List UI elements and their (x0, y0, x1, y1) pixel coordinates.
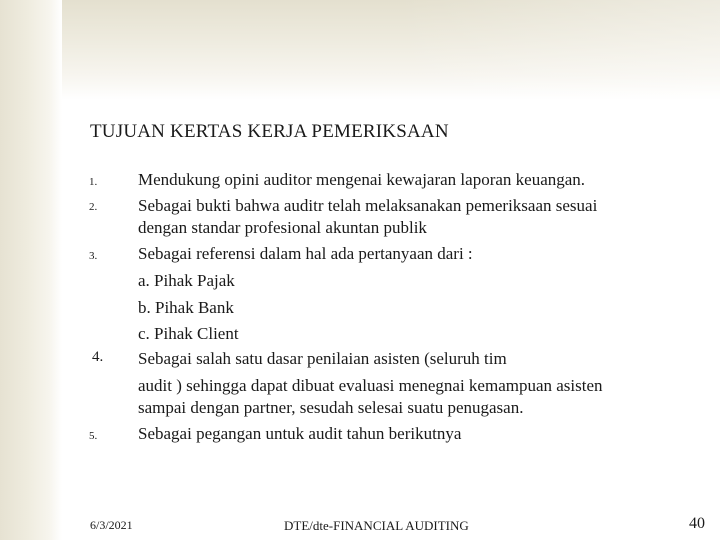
slide-title: TUJUAN KERTAS KERJA PEMERIKSAAN (90, 121, 449, 142)
list-number: 5. (89, 430, 98, 442)
page-number: 40 (689, 515, 705, 532)
list-item-text: Sebagai pegangan untuk audit tahun berikutnya (138, 424, 462, 443)
list-number: 3. (89, 250, 98, 262)
list-item-text: Sebagai bukti bahwa auditr telah melaksanakan pemeriksaan sesuai (138, 196, 598, 215)
footer-course-label: DTE/dte-FINANCIAL AUDITING (284, 518, 469, 533)
list-item-text: b. Pihak Bank (138, 298, 234, 317)
list-item-text: sampai dengan partner, sesudah selesai suatu penugasan. (138, 398, 524, 417)
list-item-text: Sebagai referensi dalam hal ada pertanyaan dari : (138, 244, 473, 263)
list-number: 4. (92, 349, 104, 365)
list-item-text: Mendukung opini auditor mengenai kewajaran laporan keuangan. (138, 170, 586, 189)
list-number: 2. (89, 201, 98, 213)
list-item-text: a. Pihak Pajak (138, 271, 235, 290)
list-item-text: dengan standar profesional akuntan publik (138, 218, 427, 237)
list-item-text: audit ) sehingga dapat dibuat evaluasi menegnai kemampuan asisten (138, 376, 603, 395)
list-number: 1. (89, 176, 98, 188)
footer-date: 6/3/2021 (90, 518, 133, 532)
band-fade (0, 0, 720, 100)
list-item-text: Sebagai salah satu dasar penilaian asisten (seluruh tim (138, 349, 507, 368)
list-item-text: c. Pihak Client (138, 324, 239, 343)
